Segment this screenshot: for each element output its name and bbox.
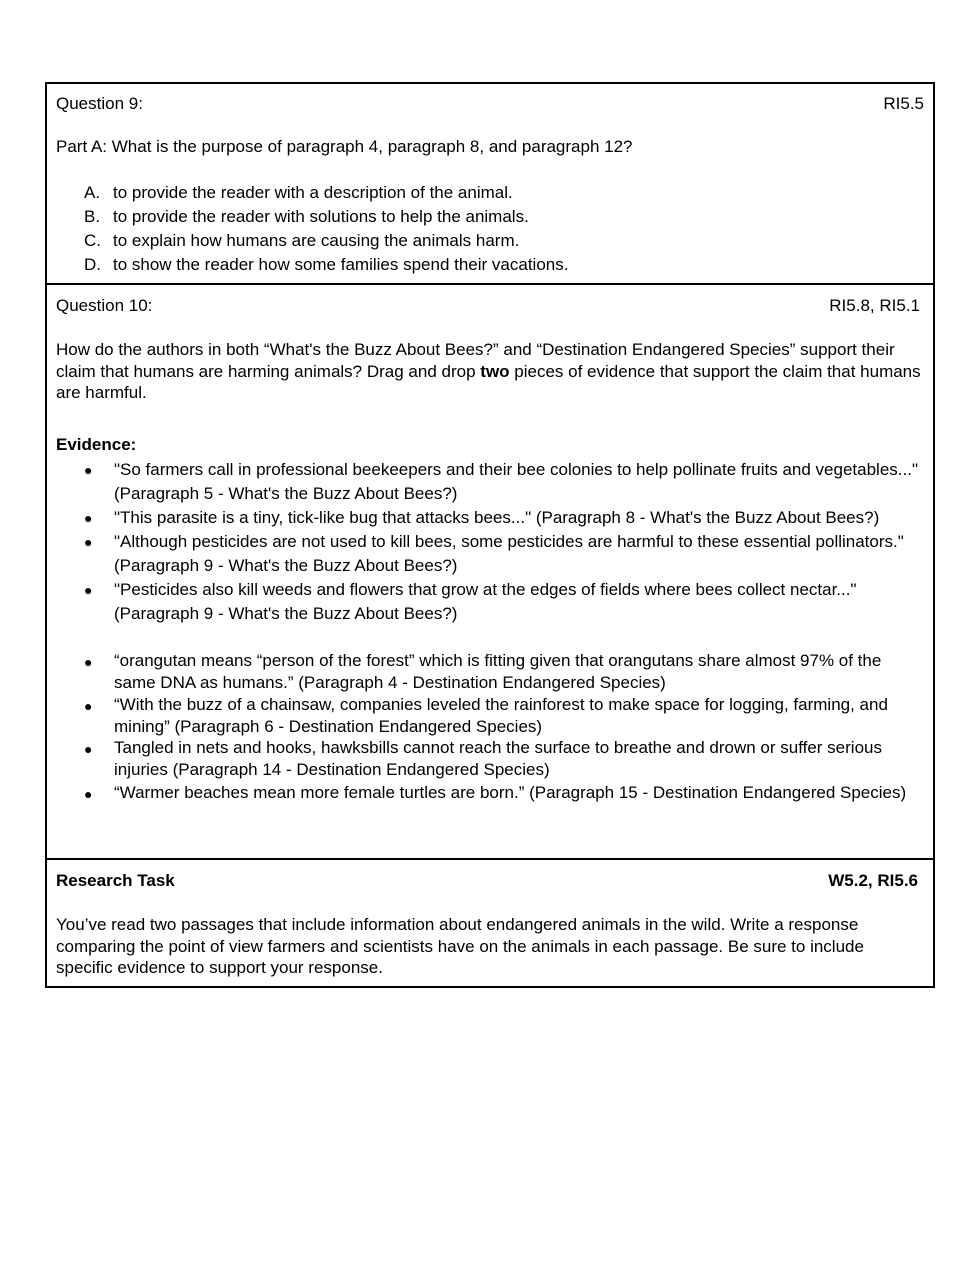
research-task-standard: W5.2, RI5.6 — [828, 871, 918, 890]
evidence-item-3[interactable] — [84, 530, 927, 578]
research-task-header — [56, 871, 918, 891]
bullet-icon: ● — [84, 462, 93, 478]
question-10-standard: RI5.8, RI5.1 — [829, 296, 920, 315]
evidence-text: "So farmers call in professional beekeepers and their bee colonies to help pollinate fruits and vegetables..." (Paragraph 5 - What's the Buzz About Bees?) — [114, 460, 918, 503]
question-9-title: Question 9: — [56, 94, 143, 113]
evidence-item-8[interactable] — [84, 782, 927, 804]
research-task-title: Research Task — [56, 871, 175, 890]
option-letter: A. — [84, 183, 101, 202]
question-10-header — [56, 296, 920, 316]
evidence-text: "This parasite is a tiny, tick-like bug that attacks bees..." (Paragraph 8 - What's the Buzz About Bees?) — [114, 508, 880, 527]
evidence-item-7[interactable] — [84, 737, 927, 780]
question-9-header — [56, 94, 924, 114]
question-10-prompt — [56, 339, 924, 404]
answer-option-b[interactable] — [84, 205, 529, 229]
evidence-text: Tangled in nets and hooks, hawksbills cannot reach the surface to breathe and drown or suffer serious injuries (Paragraph 14 - Destination Endangered Species) — [114, 738, 882, 779]
bullet-icon: ● — [84, 786, 93, 802]
evidence-label: Evidence: — [56, 435, 137, 454]
evidence-text: “Warmer beaches mean more female turtles are born.” (Paragraph 15 - Destination Endangered Species) — [114, 783, 907, 802]
prompt-text-end: pieces of evidence that support the claim that humans are harmful. — [56, 361, 921, 402]
evidence-item-1[interactable] — [84, 458, 927, 506]
bullet-icon: ● — [84, 534, 93, 550]
evidence-item-4[interactable] — [84, 578, 927, 626]
option-text: to show the reader how some families spend their vacations. — [113, 255, 569, 274]
bullet-icon: ● — [84, 654, 93, 670]
question-10-box — [45, 283, 935, 860]
bullet-icon: ● — [84, 510, 93, 526]
answer-option-c[interactable] — [84, 229, 519, 253]
bullet-icon: ● — [84, 698, 93, 714]
evidence-item-5[interactable] — [84, 650, 927, 693]
option-letter: C. — [84, 231, 101, 250]
option-letter: B. — [84, 207, 101, 226]
option-letter: D. — [84, 255, 101, 274]
answer-option-a[interactable] — [84, 181, 513, 205]
question-9-box — [45, 82, 935, 285]
question-9-standard: RI5.5 — [883, 94, 924, 113]
option-text: to provide the reader with a description of the animal. — [113, 183, 513, 202]
option-text: to provide the reader with solutions to help the animals. — [113, 207, 529, 226]
evidence-item-6[interactable] — [84, 694, 927, 737]
question-10-title: Question 10: — [56, 296, 153, 315]
option-text: to explain how humans are causing the animals harm. — [113, 231, 520, 250]
evidence-text: "Pesticides also kill weeds and flowers that grow at the edges of fields where bees collect nectar..." (Paragraph 9 - What's the Buzz About Bees?) — [114, 580, 857, 623]
research-task-prompt: You’ve read two passages that include information about endangered animals in the wild. Write a response comparing the point of view farmers and scientists have on the animals in each passage. Be sure to include specific evidence to support your response. — [56, 915, 864, 977]
evidence-text: "Although pesticides are not used to kill bees, some pesticides are harmful to these essential pollinators." (Paragraph 9 - What's the Buzz About Bees?) — [114, 532, 904, 575]
evidence-text: “orangutan means “person of the forest” which is fitting given that orangutans share almost 97% of the same DNA as humans.” (Paragraph 4 - Destination Endangered Species) — [114, 651, 882, 692]
prompt-text-start: How do the authors in both “What's the Buzz About Bees?” and “Destination Endangered Species” support their claim that humans are harming animals? Drag and drop — [56, 340, 895, 381]
answer-option-d[interactable] — [84, 253, 568, 277]
prompt-text-bold: two — [480, 361, 510, 381]
research-task-box — [45, 858, 935, 988]
bullet-icon: ● — [84, 582, 93, 598]
question-9-prompt: Part A: What is the purpose of paragraph 4, paragraph 8, and paragraph 12? — [56, 137, 633, 156]
evidence-item-2[interactable] — [84, 506, 927, 530]
evidence-text: “With the buzz of a chainsaw, companies leveled the rainforest to make space for logging, farming, and mining” (Paragraph 6 - Destination Endangered Species) — [114, 695, 888, 736]
bullet-icon: ● — [84, 741, 93, 757]
